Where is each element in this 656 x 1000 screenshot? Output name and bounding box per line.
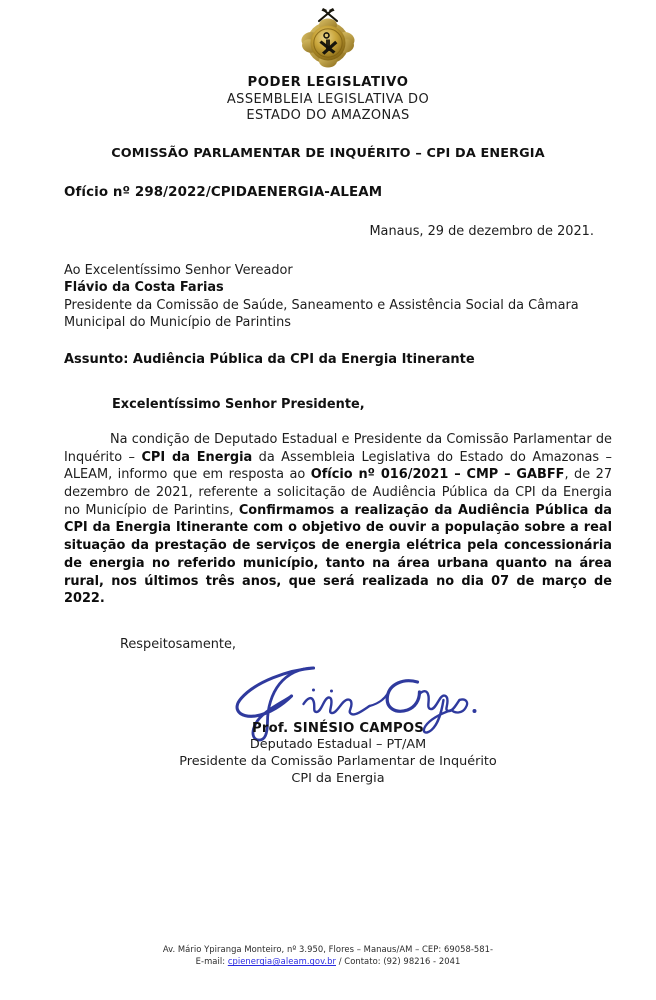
footer-phone: / Contato: (92) 98216 - 2041 <box>336 956 461 967</box>
addressee-salutation-line: Ao Excelentíssimo Senhor Vereador <box>64 263 293 278</box>
signature-area <box>64 658 612 787</box>
closing-line: Respeitosamente, <box>120 636 237 652</box>
footer-email-link[interactable]: cpienergia@aleam.gov.br <box>227 956 336 967</box>
body-segment-1: Na condição de Deputado Estadual e Presidente da Comissão Parlamentar de Inquérito – <box>64 432 612 465</box>
body-segment-3: da Assembleia Legislativa do Estado do Amazonas – ALEAM, informo que em resposta ao <box>64 449 612 483</box>
org-name-line-3: ESTADO DO AMAZONAS <box>246 107 410 123</box>
oficio-number: Ofício nº 298/2022/CPIDAENERGIA-ALEAM <box>64 185 383 200</box>
addressee-block <box>64 262 612 331</box>
amazonas-state-coat-of-arms-gold-medallion-icon <box>295 8 361 70</box>
addressee-role-line-1: Presidente da Comissão de Saúde, Saneamento e Assistência Social da Câmara <box>64 297 579 313</box>
body-paragraph <box>64 431 612 608</box>
footer-email-label: E-mail: <box>195 956 228 967</box>
place-and-date: Manaus, 29 de dezembro de 2021. <box>369 224 594 239</box>
org-name-line-1: PODER LEGISLATIVO <box>247 75 409 90</box>
subject-line: Assunto: Audiência Pública da CPI da Energia Itinerante <box>64 352 475 368</box>
greeting-line: Excelentíssimo Senhor Presidente, <box>112 397 365 413</box>
body-segment-4-bold: Ofício nº 016/2021 – CMP – GABFF <box>310 467 565 483</box>
addressee-role-line-2: Municipal do Município de Parintins <box>64 314 291 330</box>
letterhead <box>0 0 656 124</box>
page-footer <box>0 943 656 968</box>
signature-block <box>64 720 612 788</box>
signatory-role-1: Deputado Estadual – PT/AM <box>249 737 427 753</box>
commission-title: COMISSÃO PARLAMENTAR DE INQUÉRITO – CPI DA ENERGIA <box>111 146 545 161</box>
body-segment-2-bold: CPI da Energia <box>141 449 253 465</box>
signatory-role-2: Presidente da Comissão Parlamentar de Inquérito <box>179 754 497 770</box>
body-segment-5: , de 27 dezembro de 2021, referente a solicitação de Audiência Pública da CPI da Energia no Município de Parintins, <box>64 467 613 518</box>
footer-contact-line <box>0 955 656 968</box>
addressee-name: Flávio da Costa Farias <box>64 280 224 296</box>
document-content <box>0 185 656 787</box>
signatory-role-3: CPI da Energia <box>291 771 385 787</box>
signatory-name: Prof. SINÉSIO CAMPOS <box>252 720 424 736</box>
emblem-container <box>0 8 656 72</box>
footer-address: Av. Mário Ypiranga Monteiro, nº 3.950, Flores – Manaus/AM – CEP: 69058-581- <box>162 943 494 954</box>
org-name-line-2: ASSEMBLEIA LEGISLATIVA DO <box>226 91 430 107</box>
body-segment-6-bold: Confirmamos a realização da Audiência Pública da CPI da Energia Itinerante com o objetivo de ouvir a população sobre a real situação da prestação de serviços de energia elétrica pela concessionária de energia no referido município, tanto na área urbana quanto na área rural, nos últimos três anos, que será realizada no dia 07 de março de 2022. <box>64 502 613 607</box>
